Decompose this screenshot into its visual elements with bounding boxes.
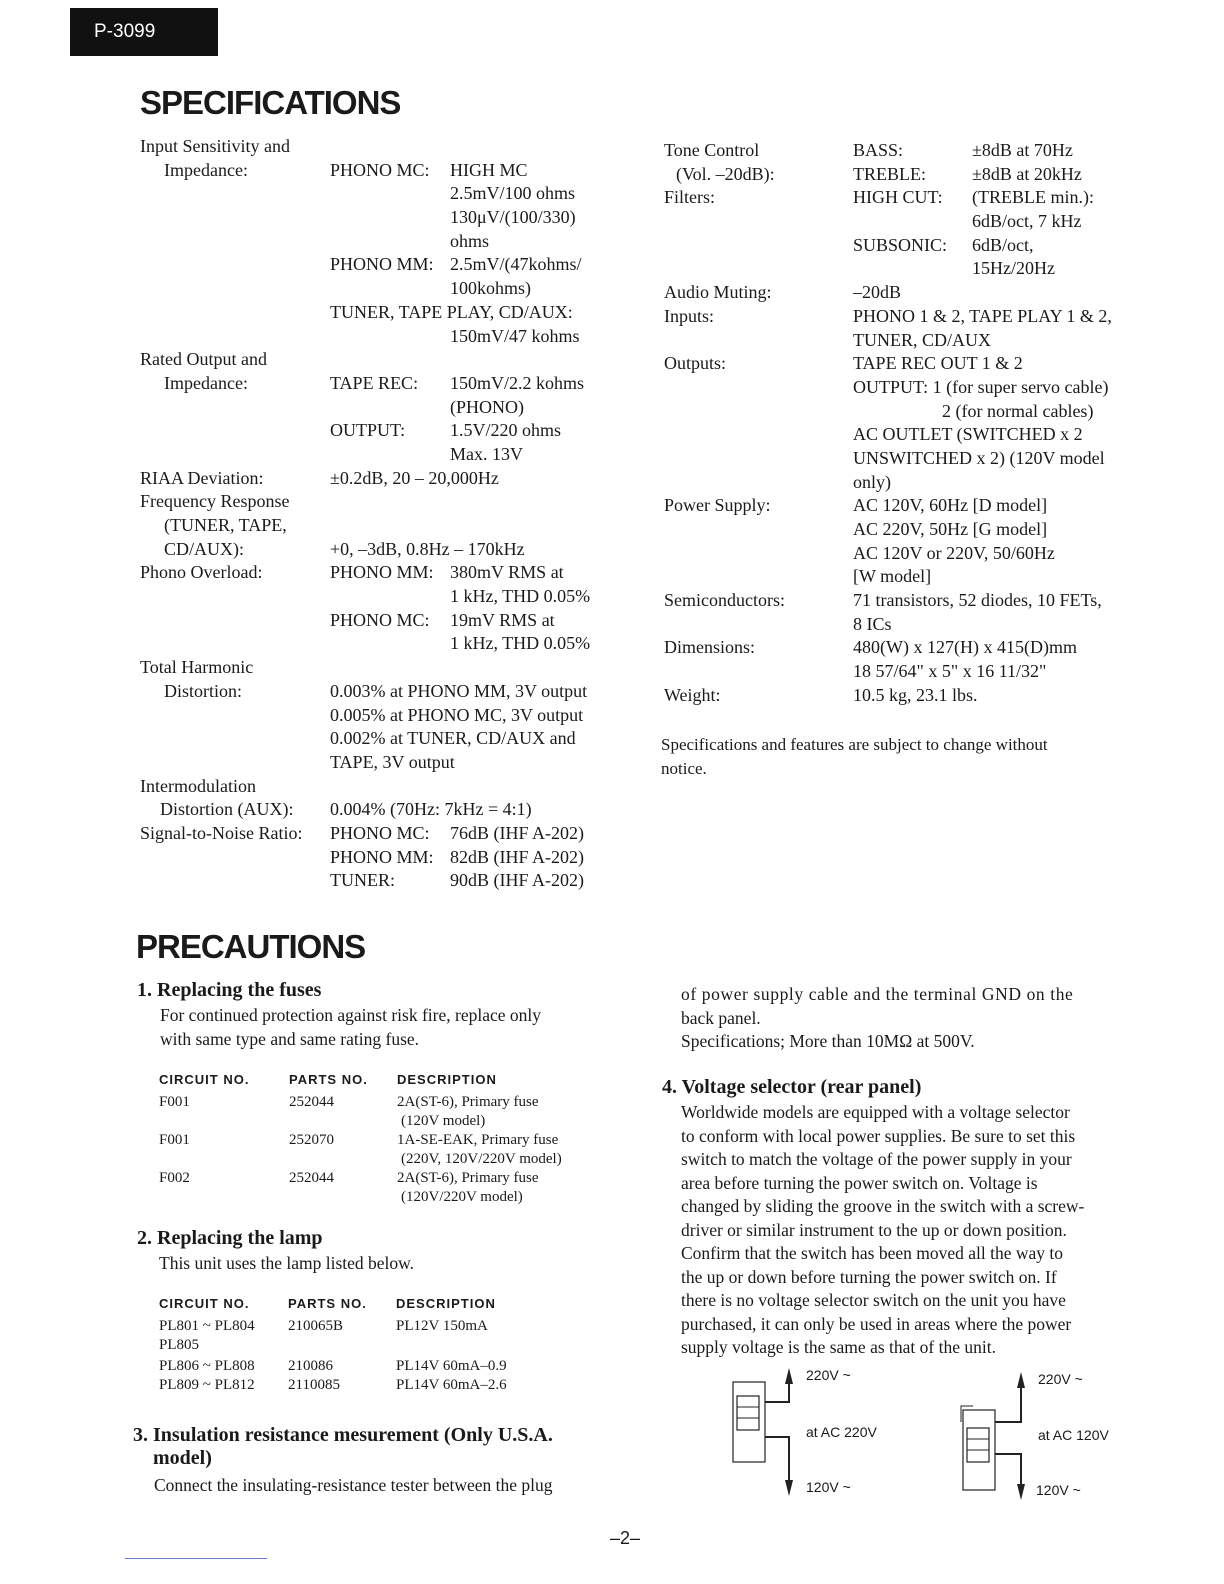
spec-key: 0.005% at PHONO MC, 3V output: [330, 704, 584, 725]
spec-value: 150mV/2.2 kohms: [450, 372, 585, 393]
spec-key: AC OUTLET (SWITCHED x 2: [853, 424, 1083, 445]
spec-value: 380mV RMS at: [450, 562, 564, 583]
spec-row: [664, 163, 1154, 187]
description: [396, 1336, 596, 1357]
spec-value: ±8dB at 70Hz: [972, 140, 1073, 160]
text-line: back panel.: [681, 1007, 761, 1028]
spec-row: [140, 396, 640, 420]
lamp-parts-table: [159, 1296, 596, 1395]
spec-key: only): [853, 471, 891, 492]
spec-value: 1.5V/220 ohms: [450, 420, 562, 441]
spec-value: (TREBLE min.):: [972, 187, 1094, 208]
spec-value: ohms: [450, 230, 490, 251]
spec-label: Filters:: [664, 187, 716, 208]
spec-row: [664, 257, 1154, 281]
spec-label: Intermodulation: [140, 775, 256, 796]
spec-key: PHONO 1 & 2, TAPE PLAY 1 & 2,: [853, 305, 1112, 326]
footer-rule: [125, 1558, 267, 1559]
spec-label: Inputs:: [664, 305, 715, 326]
section-3-heading: [133, 1424, 553, 1470]
spec-value: 1 kHz, THD 0.05%: [450, 586, 591, 607]
spec-value: 82dB (IHF A-202): [450, 846, 584, 867]
heading-line: 3. Insulation resistance mesurement (Only U.S.A.: [133, 1424, 553, 1446]
spec-row: [140, 325, 640, 349]
header-circuit-no: CIRCUIT NO.: [159, 1296, 250, 1311]
spec-label: Semiconductors:: [664, 590, 785, 611]
spec-key: TREBLE:: [853, 163, 926, 184]
spec-key: OUTPUT: 1 (for super servo cable): [853, 376, 1109, 397]
section-3-text: Connect the insulating-resistance tester between the plug: [154, 1475, 553, 1495]
section-1-text: [160, 1004, 541, 1051]
spec-row: [664, 329, 1154, 353]
spec-key: 18 57/64" x 5" x 16 11/32": [853, 661, 1047, 682]
spec-row: [140, 775, 640, 799]
note-line: notice.: [661, 758, 707, 778]
spec-value: ±8dB at 20kHz: [972, 163, 1082, 184]
page-number: –2–: [610, 1528, 641, 1548]
spec-row: [664, 210, 1154, 234]
spec-value: HIGH MC: [450, 159, 528, 180]
lamp-table-wrapper: [159, 1296, 596, 1395]
spec-key: 0.004% (70Hz: 7kHz = 4:1): [330, 799, 532, 820]
spec-key: 8 ICs: [853, 613, 892, 634]
table-row: [159, 1131, 617, 1169]
spec-row: [664, 613, 1154, 637]
table-row: [159, 1376, 596, 1395]
circuit-no: PL806 ~ PL808: [159, 1358, 255, 1374]
spec-row: [664, 518, 1154, 542]
spec-key: 0.002% at TUNER, CD/AUX and: [330, 728, 576, 749]
fuse-parts-table: [159, 1072, 617, 1207]
spec-label: Dimensions:: [664, 637, 756, 658]
heading-line: model): [153, 1447, 212, 1469]
section-4-heading: 4. Voltage selector (rear panel): [662, 1076, 922, 1098]
parts-no: 2110085: [288, 1377, 340, 1393]
spec-row: [140, 680, 640, 704]
text-line: Specifications; More than 10MΩ at 500V.: [681, 1031, 975, 1051]
spec-key: PHONO MC:: [330, 609, 430, 630]
table-header-row: [159, 1072, 617, 1093]
spec-key: PHONO MM:: [330, 254, 434, 275]
specs-change-note: [661, 733, 1048, 780]
spec-label: Rated Output and: [140, 349, 267, 370]
fuse-table-wrapper: [159, 1072, 617, 1207]
spec-label: RIAA Deviation:: [140, 467, 264, 488]
text-line: Confirm that the switch has been moved all the way to: [681, 1243, 1063, 1263]
section-3-continuation: [681, 983, 1073, 1054]
table-row: [159, 1169, 617, 1207]
spec-key: SUBSONIC:: [853, 234, 948, 255]
specs-left-column: [140, 135, 640, 893]
spec-label: Audio Muting:: [664, 282, 772, 303]
spec-row: [664, 400, 1154, 424]
spec-label: Power Supply:: [664, 495, 771, 516]
text-line: the up or down before turning the power switch on. If: [681, 1266, 1057, 1287]
spec-row: [140, 467, 640, 491]
spec-row: [140, 159, 640, 183]
spec-key: TAPE REC OUT 1 & 2: [853, 353, 1023, 374]
label-right-220v: 220V ~: [1038, 1371, 1083, 1387]
spec-key: AC 120V, 60Hz [D model]: [853, 495, 1048, 516]
text-line: with same type and same rating fuse.: [160, 1028, 420, 1049]
spec-row: [140, 135, 640, 159]
spec-row: [140, 206, 640, 230]
parts-no: 210065B: [288, 1318, 344, 1334]
spec-row: [140, 822, 640, 846]
header-circuit-no: CIRCUIT NO.: [159, 1072, 250, 1087]
spec-value: 100kohms): [450, 278, 531, 299]
spec-label: Phono Overload:: [140, 562, 263, 583]
section-4-text: [681, 1101, 1141, 1360]
spec-row: [140, 490, 640, 514]
spec-row: [664, 447, 1154, 471]
spec-row: [664, 186, 1154, 210]
table-row: [159, 1317, 596, 1336]
spec-row: [140, 514, 640, 538]
header-description: DESCRIPTION: [396, 1296, 496, 1311]
spec-value: 150mV/47 kohms: [450, 325, 580, 346]
spec-key: PHONO MM:: [330, 846, 434, 867]
text-line: area before turning the power switch on. Voltage is: [681, 1172, 1038, 1193]
spec-row: [140, 798, 640, 822]
spec-key: –20dB: [853, 282, 902, 303]
spec-row: [664, 636, 1154, 660]
spec-row: [140, 609, 640, 633]
spec-key: PHONO MM:: [330, 562, 434, 583]
spec-key: 0.003% at PHONO MM, 3V output: [330, 680, 588, 701]
document-code-tag: P-3099: [70, 8, 218, 56]
spec-key: 10.5 kg, 23.1 lbs.: [853, 684, 978, 705]
text-line: driver or similar instrument to the up or down position.: [681, 1219, 1067, 1240]
spec-value: 15Hz/20Hz: [972, 258, 1055, 279]
spec-row: [140, 277, 640, 301]
spec-key: TAPE REC:: [330, 372, 419, 393]
spec-row: [664, 423, 1154, 447]
spec-row: [664, 352, 1154, 376]
spec-key: ±0.2dB, 20 – 20,000Hz: [330, 467, 499, 488]
circuit-no: PL805: [159, 1337, 200, 1353]
spec-label: Impedance:: [164, 372, 248, 393]
text-line: of power supply cable and the terminal GND on the: [681, 984, 1074, 1004]
header-parts-no: PARTS NO.: [289, 1072, 368, 1087]
table-row: [159, 1336, 596, 1357]
spec-label: Outputs:: [664, 353, 727, 374]
spec-row: [140, 585, 640, 609]
spec-label: (TUNER, TAPE,: [164, 515, 287, 535]
spec-row: [664, 660, 1154, 684]
spec-label: Signal-to-Noise Ratio:: [140, 822, 303, 843]
spec-value: Max. 13V: [450, 443, 523, 464]
spec-row: [140, 443, 640, 467]
description: 1A-SE-EAK, Primary fuse (220V, 120V/220V model): [397, 1132, 562, 1167]
label-right-120v: 120V ~: [1036, 1482, 1081, 1498]
text-line: there is no voltage selector switch on the unit you have: [681, 1290, 1066, 1310]
spec-row: [664, 281, 1154, 305]
circuit-no: F001: [159, 1132, 190, 1148]
spec-row: [140, 704, 640, 728]
spec-key: [W model]: [853, 566, 932, 587]
spec-label: Weight:: [664, 684, 721, 705]
spec-key: PHONO MC:: [330, 159, 430, 180]
text-line: to conform with local power supplies. Be sure to set this: [681, 1125, 1076, 1146]
specifications-title: SPECIFICATIONS: [140, 84, 401, 121]
spec-key: TUNER:: [330, 870, 395, 891]
spec-value: (PHONO): [450, 396, 524, 417]
spec-row: [140, 632, 640, 656]
parts-no: 252070: [289, 1132, 334, 1148]
spec-row: [140, 538, 640, 562]
specs-right-column: [664, 139, 1154, 708]
spec-row: [140, 846, 640, 870]
description: PL14V 60mA–0.9: [396, 1358, 507, 1374]
label-left-at-ac-220v: at AC 220V: [806, 1424, 877, 1440]
spec-label: Distortion:: [164, 680, 243, 701]
spec-label: Distortion (AUX):: [160, 799, 294, 820]
parts-no: [288, 1336, 396, 1357]
header-parts-no: PARTS NO.: [288, 1296, 367, 1311]
section-1-heading: 1. Replacing the fuses: [137, 979, 322, 1001]
table-row: [159, 1357, 596, 1376]
spec-row: [664, 565, 1154, 589]
switch-120v-setting: [961, 1372, 1025, 1500]
spec-row: [140, 561, 640, 585]
spec-row: [664, 471, 1154, 495]
spec-value: 76dB (IHF A-202): [450, 822, 584, 843]
spec-value: 90dB (IHF A-202): [450, 870, 584, 891]
switch-220v-setting: [733, 1368, 793, 1496]
spec-value: 2.5mV/100 ohms: [450, 183, 576, 204]
text-line: purchased, it can only be used in areas where the power: [681, 1313, 1072, 1334]
spec-row: [140, 301, 640, 325]
parts-no: 252044: [289, 1094, 334, 1110]
precautions-title: PRECAUTIONS: [136, 928, 366, 965]
spec-value: 2 (for normal cables): [942, 400, 1094, 421]
table-header-row: [159, 1296, 596, 1317]
spec-key: OUTPUT:: [330, 420, 406, 441]
spec-label: Input Sensitivity and: [140, 136, 290, 156]
spec-value: 19mV RMS at: [450, 609, 555, 630]
text-line: supply voltage is the same as that of the unit.: [681, 1337, 996, 1357]
spec-value: 2.5mV/(47kohms/: [450, 254, 582, 275]
table-row: [159, 1093, 617, 1131]
description: PL14V 60mA–2.6: [396, 1377, 507, 1393]
spec-label: (Vol. –20dB):: [676, 163, 775, 184]
spec-label: CD/AUX):: [164, 538, 244, 559]
spec-row: [140, 656, 640, 680]
spec-key: 480(W) x 127(H) x 415(D)mm: [853, 637, 1077, 658]
spec-key: AC 120V or 220V, 50/60Hz: [853, 542, 1055, 563]
text-line: changed by sliding the groove in the switch with a screw-: [681, 1196, 1085, 1216]
spec-label: Tone Control: [664, 140, 760, 160]
spec-label: Total Harmonic: [140, 657, 254, 678]
spec-row: [140, 348, 640, 372]
spec-row: [664, 234, 1154, 258]
spec-row: [664, 684, 1154, 708]
circuit-no: F002: [159, 1170, 190, 1186]
spec-row: [140, 230, 640, 254]
header-description: DESCRIPTION: [397, 1072, 497, 1087]
spec-key: TUNER, CD/AUX: [853, 329, 991, 350]
section-2-heading: 2. Replacing the lamp: [137, 1227, 323, 1249]
spec-row: [140, 727, 640, 751]
spec-row: [140, 253, 640, 277]
description: 2A(ST-6), Primary fuse (120V model): [397, 1094, 539, 1129]
spec-row: [664, 494, 1154, 518]
spec-row: [664, 305, 1154, 329]
spec-key: TUNER, TAPE PLAY, CD/AUX:: [330, 301, 573, 322]
spec-row: [140, 372, 640, 396]
text-line: For continued protection against risk fire, replace only: [160, 1005, 541, 1025]
spec-key: AC 220V, 50Hz [G model]: [853, 519, 1048, 539]
spec-key: 71 transistors, 52 diodes, 10 FETs,: [853, 590, 1102, 611]
spec-row: [664, 376, 1154, 400]
spec-row: [140, 751, 640, 775]
spec-label: Impedance:: [164, 159, 248, 180]
circuit-no: PL801 ~ PL804: [159, 1318, 255, 1334]
description: PL12V 150mA: [396, 1318, 488, 1334]
parts-no: 210086: [288, 1358, 333, 1374]
spec-key: BASS:: [853, 140, 904, 160]
section-2-text: This unit uses the lamp listed below.: [159, 1253, 415, 1273]
spec-row: [140, 182, 640, 206]
circuit-no: F001: [159, 1094, 190, 1110]
label-left-220v: 220V ~: [806, 1367, 851, 1383]
note-line: Specifications and features are subject to change without: [661, 735, 1048, 754]
spec-key: +0, –3dB, 0.8Hz – 170kHz: [330, 538, 525, 559]
spec-row: [664, 589, 1154, 613]
text-line: Worldwide models are equipped with a voltage selector: [681, 1102, 1070, 1122]
label-left-120v: 120V ~: [806, 1479, 851, 1495]
parts-no: 252044: [289, 1170, 334, 1186]
spec-value: 130μV/(100/330): [450, 207, 576, 228]
spec-key: PHONO MC:: [330, 822, 430, 843]
spec-row: [664, 542, 1154, 566]
spec-value: 6dB/oct, 7 kHz: [972, 211, 1082, 232]
spec-key: UNSWITCHED x 2) (120V model: [853, 447, 1105, 468]
description: 2A(ST-6), Primary fuse (120V/220V model): [397, 1170, 539, 1205]
label-right-at-ac-120v: at AC 120V: [1038, 1427, 1109, 1443]
spec-key: TAPE, 3V output: [330, 751, 455, 772]
spec-row: [140, 419, 640, 443]
circuit-no: PL809 ~ PL812: [159, 1377, 255, 1393]
text-line: switch to match the voltage of the power supply in your: [681, 1149, 1072, 1169]
spec-value: 6dB/oct,: [972, 234, 1034, 255]
spec-row: [140, 869, 640, 893]
spec-label: Frequency Response: [140, 491, 290, 512]
spec-value: 1 kHz, THD 0.05%: [450, 633, 591, 654]
spec-row: [664, 139, 1154, 163]
spec-key: HIGH CUT:: [853, 187, 943, 208]
